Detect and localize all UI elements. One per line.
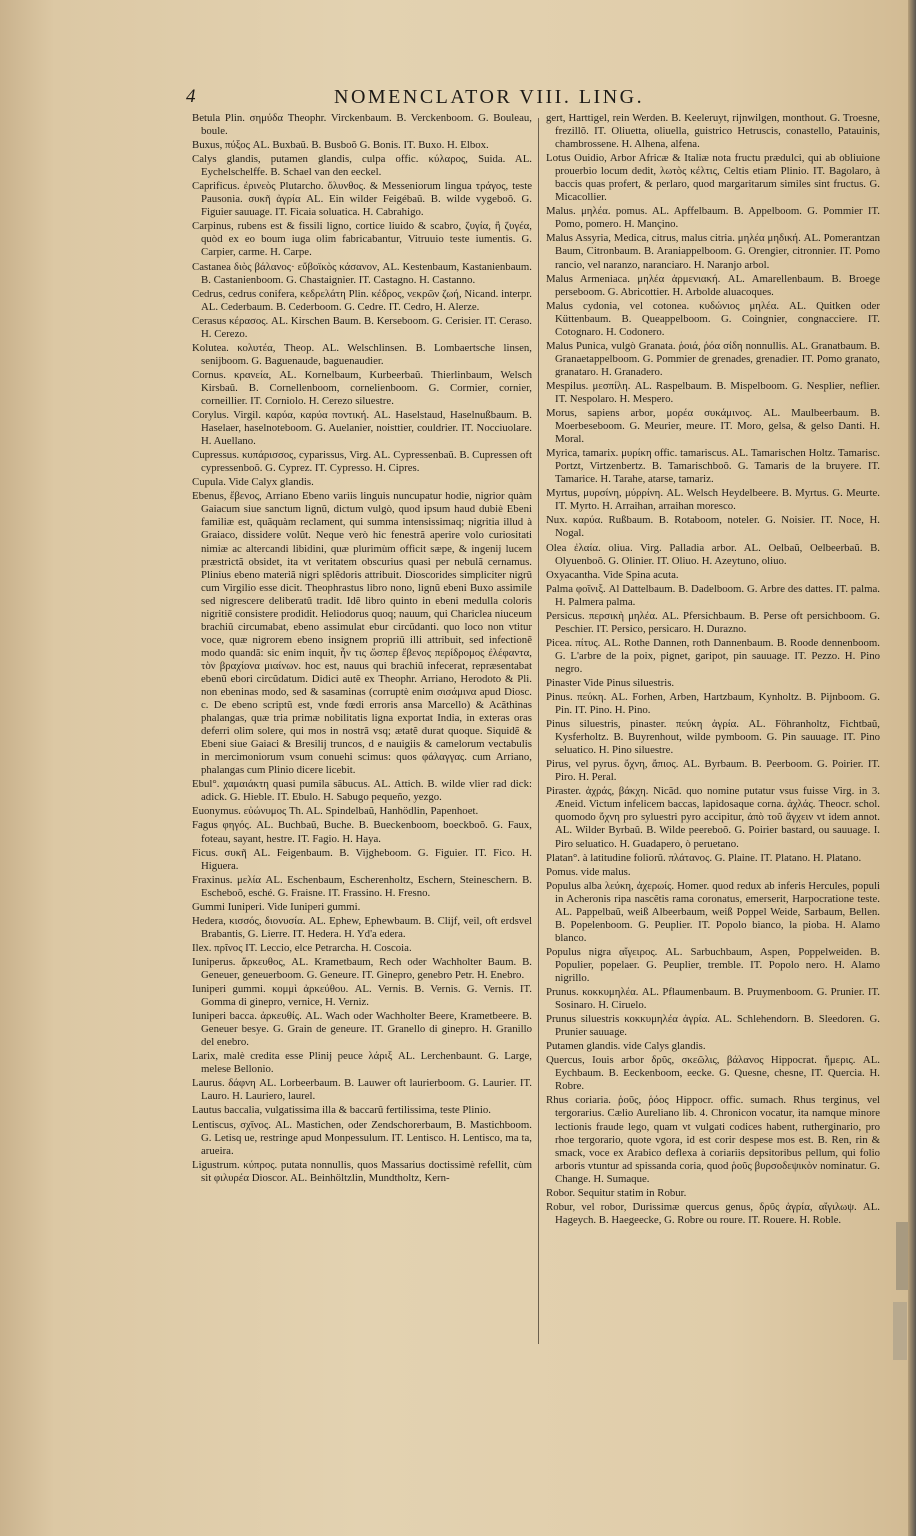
dictionary-entry: gert, Harttigel, rein Werden. B. Keeleruyt, rijnwilgen, monthout. G. Troesne, frezillõ. IT. Oliuetta, oliuella, guistrico Hetruscis, conastello, Patauinis, chambrossene. H. Alhena, alfena.: [546, 112, 880, 151]
dictionary-entry: Cedrus, cedrus conifera, κεδρελάτη Plin. κέδρος, νεκρῶν ζωή, Nicand. interpr. AL. Cederbaum. B. Cederboom. G. Cedre. IT. Cedro, H. Alerze.: [192, 287, 532, 313]
dictionary-entry: Quercus, Iouis arbor δρῦς, σκεῶλις, βάλανος Hippocrat. ἥμερις. AL. Eychbaum. B. Eeckenboom, eecke. G. Quesne, chesne, IT. Quercia. H. Robre.: [546, 1054, 880, 1093]
dictionary-entry: Pirus, vel pyrus. ὄχνη, ἄπιος. AL. Byrbaum. B. Peerboom. G. Poirier. IT. Piro. H. Peral.: [546, 758, 880, 784]
dictionary-entry: Larix, malè credita esse Plinij peuce λάριξ AL. Lerchenbaunt. G. Large, melese Bellonio.: [192, 1050, 532, 1076]
dictionary-entry: Mespilus. μεσπίλη. AL. Raspelbaum. B. Mispelboom. G. Nesplier, neflier. IT. Nespolaro. H. Mespero.: [546, 379, 880, 405]
dictionary-entry: Myrica, tamarix. μυρίκη offic. tamariscus. AL. Tamarischen Holtz. Tamarisc. Portzt, Virtzenbertz. B. Tamarischboõ. G. Tamaris de la bruyere. IT. Tamarice. H. Tarahe, atarse, tamariz.: [546, 447, 880, 486]
dictionary-entry: Morus, sapiens arbor, μορέα συκάμινος. AL. Maulbeerbaum. B. Moerbeseboom. G. Meurier, meure. IT. Moro, gelsa, & gelso Danti. H. Moral.: [546, 407, 880, 446]
dictionary-entry: Robor. Sequitur statim in Robur.: [546, 1186, 687, 1199]
dictionary-entry: Carpinus, rubens est & fissili ligno, cortice liuido & scabro, ζυγία, ἢ ζυγέα, quòd ex eo boum iuga olim fabricabantur, Vitruuio teste iumentis. G. Carpier, carme. H. Carpe.: [192, 220, 532, 259]
dictionary-entry: Prunus. κοκκυμηλέα. AL. Pflaumenbaum. B. Pruymenboom. G. Prunier. IT. Sosinaro. H. Ciruelo.: [546, 986, 880, 1012]
dictionary-entry: Ficus. συκῆ AL. Feigenbaum. B. Vijgheboom. G. Figuier. IT. Fico. H. Higuera.: [192, 846, 532, 872]
dictionary-entry: Kolutea. κολυτέα, Theop. AL. Welschlinsen. B. Lombaertsche linsen, senijboom. G. Baguenaude, baguenaudier.: [192, 341, 532, 367]
dictionary-entry: Pinaster Vide Pinus siluestris.: [546, 676, 675, 689]
book-spine: [908, 0, 916, 1536]
dictionary-entry: Oxyacantha. Vide Spina acuta.: [546, 568, 679, 581]
dictionary-entry: Picea. πίτυς. AL. Rothe Dannen, roth Dannenbaum. B. Roode dennenboom. G. L'arbre de la poix, pignet, garipot, pin sauuage. IT. Pezzo. H. Pino negro.: [546, 636, 880, 675]
dictionary-entry: Malus cydonia, vel cotonea. κυδώνιος μηλέα. AL. Quitken oder Küttenbaum. B. Queappelboom. G. Coingnier, congnacciere. IT. Cotognaro. H. Codonero.: [546, 299, 880, 338]
right-column: [546, 112, 880, 1392]
left-column: [192, 112, 532, 1392]
dictionary-entry: Prunus siluestris κοκκυμηλέα ἀγρία. AL. Schlehendorn. B. Sleedoren. G. Prunier sauuage.: [546, 1013, 880, 1039]
dictionary-entry: Pomus. vide malus.: [546, 865, 631, 878]
dictionary-entry: Ebul°. χαμαιάκτη quasi pumila sãbucus. AL. Attich. B. wilde vlier rad dick: adick. G. Hieble. IT. Ebulo. H. Sabugo pequeño, yezgo.: [192, 778, 532, 804]
dictionary-entry: Iuniperus. ἄρκευθος, AL. Krametbaum, Rech oder Wachholter Baum. B. Geneuer, geneuerboom. G. Geneure. IT. Ginepro, genebro Petr. H. Enebro.: [192, 955, 532, 981]
facing-page-fragment: [893, 1302, 907, 1360]
dictionary-entry: Ilex. πρῖνος IT. Leccio, elce Petrarcha. H. Coscoia.: [192, 941, 412, 954]
dictionary-entry: Corylus. Virgil. καρύα, καρύα ποντική. AL. Haselstaud, Haselnußbaum. B. Haselaer, haselnoteboom. G. Auelanier, noisttier, couldrier. IT. Nocciuolare. H. Auellano.: [192, 409, 532, 448]
running-title: NOMENCLATOR VIII. LING.: [334, 86, 645, 108]
dictionary-entry: Pinus. πεύκη. AL. Forhen, Arben, Hartzbaum, Kynholtz. B. Pijnboom. G. Pin. IT. Pino. H. Pino.: [546, 691, 880, 717]
dictionary-entry: Cupressus. κυπάρισσος, cyparissus, Virg. AL. Cypressenbaũ. B. Cupressen oft cypressenboõ. G. Cyprez. IT. Cypresso. H. Cipres.: [192, 449, 532, 475]
dictionary-entry: Ebenus, ἔβενος, Arriano Ebeno variis linguis nuncupatur hodie, nigrior quàm Gaiacum siue sanctum lignũ, dictum vulgò, quod ipsum haud dubiè Ebeni familiæ est, quãquàm reclament, qui summa intensissimaq; nigritia illud à Graiaco, dissidere volũt. Neque verò hic fenestrã aperire volo curiositati nimiæ ac altercandi libidini, quæ plurimùm officit sæpe, & ingenij lucem præstrictã obsidet, ita vt veritatem obscurius quasi per nebulã cernamus. Plinius ebeno materiã nigri splẽdoris attribuit. Dioscorides simpliciter nigrũ cum Virgilio esse dicit. Theophrastus libro nono, lignũ ebeni Buxo assimile sed nigrescere deliberatũ tradit. Idẽ libro quinto in ebeni medulla coloris nigritiẽ consistere prodidit. Heliodorus quoq; nauum, qui Chariclea niuceum brachiũ circumabat, ebeno assimulat ebur circũdanti. quo loco non vtitur voce, quæ nigrorem ebeno insignem propriũ illi attribuit, sed infectionẽ modo quandã: sic enim inquit, ἦν τις ὥσπερ ἔβενος περίδρομος ἐλέφαντα, τὸν βραχίονα μιαίνων. hoc est, nauus qui brachiũ infecerat, repræsentabat ebenũ ebori circũdatum. Didici autẽ ex Theophr. Arriano, Herodoto & Pli. non ebeninas modo, sed & sasaminas (corruptè enim σισάμινα apud Diosc. c. De ebeno scriptũ est, vnde fœdi erroris ansa Marcello) & Acãthinas phalangas, quæ tria primæ nobilitatis ligna exportat India, in exteras oras deferri olim solere, qui mos in nostrã vsq; ætatẽ durat quoque. Siquidẽ & Ebeni siue Gaiaci & Bresilij truncos, d e nauigiis & camelorum vectabulis in mercimoniorum vsum conuehi scimus: quos φάλαγγας. cum Arriano, phalangas cum Plinio dicere licebit.: [192, 490, 532, 777]
dictionary-entry: Castanea διὸς βάλανος· εὔβοϊκὸς κάσανον, AL. Kestenbaum, Kastanienbaum. B. Castanienboom. G. Chastaignier. IT. Castagno. H. Castanno.: [192, 260, 532, 286]
dictionary-entry: Olea ἐλαία. oliua. Virg. Palladia arbor. AL. Oelbaũ, Oelbeerbaũ. B. Olyuenboõ. G. Olinier. IT. Oliuo. H. Azeytuno, oliuo.: [546, 541, 880, 567]
dictionary-entry: Putamen glandis. vide Calys glandis.: [546, 1040, 706, 1053]
dictionary-entry: Pinus siluestris, pinaster. πεύκη ἀγρία. AL. Föhranholtz, Fichtbaũ, Kysferholtz. B. Buyrenhout, wilde pymboom. G. Pin sauuage. IT. Pino seluatico. H. Pino siluestre.: [546, 718, 880, 757]
dictionary-entry: Cornus. κρανεία, AL. Kornelbaum, Kurbeerbaũ. Thierlinbaum, Welsch Kirsbaũ. B. Cornellenboom, cornelienboom. G. Cormier, cornier, corneillier. IT. Corniolo. H. Cerezo siluestre.: [192, 368, 532, 407]
dictionary-entry: Lentiscus, σχῖνος. AL. Mastichen, oder Zendschorerbaum, B. Mastichboom. G. Letisq ue, restringe apud Monpessulum. IT. Lentisco. H. Lentisco, ma ta, arueira.: [192, 1118, 532, 1157]
dictionary-entry: Euonymus. εὐώνυμος Th. AL. Spindelbaũ, Hanhödlin, Papenhoet.: [192, 805, 479, 818]
dictionary-entry: Lautus baccalia, vulgatissima illa & baccarũ fertilissima, teste Plinio.: [192, 1104, 491, 1117]
column-divider: [538, 118, 539, 1344]
dictionary-entry: Myrtus, μυρσίνη, μύρρίνη. AL. Welsch Heydelbeere. B. Myrtus. G. Meurte. IT. Myrto. H. Arraihan, arraihan moresco.: [546, 487, 880, 513]
dictionary-entry: Fagus φηγός. AL. Buchbaũ, Buche. B. Bueckenboom, boeckboõ. G. Faux, foteau, sayant, hestre. IT. Fagio. H. Haya.: [192, 819, 532, 845]
dictionary-entry: Populus nigra αἴγειρος. AL. Sarbuchbaum, Aspen, Poppelweiden. B. Populier, popelaer. G. Peuplier, tremble. IT. Popolo nero. H. Alamo nigrillo.: [546, 945, 880, 984]
dictionary-entry: Rhus coriaria. ῥοῦς, ῥόος Hippocr. offic. sumach. Rhus terginus, vel tergorarius. Cælio Aureliano lib. 4. Chronicon vocatur, ita namque minore lectionis fraude lego, quam vt vulgati codices habent, rutherginario, pro rhoe tergorario, quote vgora, id est corir despese mos est. B. Ren, rin & smack, voce ex Arabico deflexa à coriariis depsitoribus pellum, qui folio arboris vtuntur ad spissanda coria, quod ῥοῦς βυρσοδεψικὸν nominatur. G. Change. H. Sumaque.: [546, 1094, 880, 1185]
dictionary-entry: Hedera, κισσός, διονυσία. AL. Ephew, Ephewbaum. B. Clijf, veil, oft erdsvel Brabantis, G. Lierre. IT. Hedera. H. Yd'a edera.: [192, 914, 532, 940]
dictionary-entry: Calys glandis, putamen glandis, culpa offic. κύλαρος, Suida. AL. Eychelschelffe. B. Schael van den eeckel.: [192, 153, 532, 179]
dictionary-entry: Laurus. δάφνη AL. Lorbeerbaum. B. Lauwer oft laurierboom. G. Laurier. IT. Lauro. H. Lauriero, laurel.: [192, 1077, 532, 1103]
dictionary-entry: Robur, vel robor, Durissimæ quercus genus, δρῦς ἀγρία, αἴγιλωψ. AL. Hageych. B. Haegeecke, G. Robre ou roure. IT. Rouere. H. Roble.: [546, 1200, 880, 1226]
dictionary-entry: Piraster. ἀχράς, βάκχη. Nicãd. quo nomine putatur vsus fuisse Virg. in 3. Æneid. Victum infelicem baccas, lapidosaque corna. ἀχλάς. Theocr. schol. quomodo ὄχνη pro syluestri pyro accipitur, ἀπὸ τοῦ ἄγχειν vt idem annot. AL. Wilder Byrbaũ. B. Wilde peereboõ. G. Poirier bastard, ou sauuage. I. Piro seluatico. H. Guadapero, ò peruetano.: [546, 785, 880, 850]
dictionary-entry: Caprificus. ἐρινεὸς Plutarcho. ὄλυνθος. & Messeniorum lingua τράγος, teste Pausonia. συκῆ ἀγρία AL. Ein wilder Feigébaũ. B. wilde vygeboõ. G. Figuier sauuage. IT. Ficaia soluatica. H. Cabrahigo.: [192, 180, 532, 219]
dictionary-entry: Malus Punica, vulgò Granata. ῥοιά, ῥόα σίδη nonnullis. AL. Granatbaum. B. Granaetappelboom. G. Pommier de grenades, grenadier. IT. Pomo granato, granataro. H. Granadero.: [546, 339, 880, 378]
dictionary-entry: Nux. καρύα. Rußbaum. B. Rotaboom, noteler. G. Noisier. IT. Noce, H. Nogal.: [546, 514, 880, 540]
facing-page-fragment: [896, 1222, 908, 1290]
dictionary-entry: Lotus Ouidio, Arbor Africæ & Italiæ nota fructu prædulci, qui ab obliuione prouerbio locum dedit, λωτὸς κέλτις, Celtis etiam Plinio. IT. Bagolaro, à baccis quas profert, & perlaro, quod margaritarum similes sint fructus. G. Micacollier.: [546, 152, 880, 204]
dictionary-entry: Cerasus κέρασος. AL. Kirschen Baum. B. Kerseboom. G. Cerisier. IT. Ceraso. H. Cerezo.: [192, 314, 532, 340]
dictionary-entry: Platan°. à latitudine foliorũ. πλάτανος. G. Plaine. IT. Platano. H. Platano.: [546, 851, 862, 864]
dictionary-entry: Malus Assyria, Medica, citrus, malus citria. μηλέα μηδική. AL. Pomerantzan Baum, Citronbaum. B. Araniappelboom. G. Orengier, citronnier. IT. Pomo rancio, vel naranzo, naranciaro. H. Naranjo arbol.: [546, 232, 880, 271]
dictionary-entry: Iuniperi gummi. κομμὶ ἀρκεύθου. AL. Vernis. B. Vernis. G. Vernis. IT. Gomma di ginepro, vernice, H. Verniz.: [192, 983, 532, 1009]
dictionary-entry: Populus alba λεύκη, ἀχερωίς. Homer. quod redux ab inferis Hercules, populi in Acheronis ripa nascẽtis rama coronatus, emerserit, Harpocratione teste. AL. Pappelbaũ, weiß Albeerbaum, weiß Poppel Weide, Sarbaum, Bellen. B. Popelenboom. G. Peuplier. IT. Popolo bianco, la pioba. H. Alamo blanco.: [546, 879, 880, 944]
page-header: [182, 86, 722, 112]
dictionary-entry: Fraxinus. μελία AL. Eschenbaum, Escherenholtz, Eschern, Steineschern. B. Escheboõ, esché. G. Fraisne. IT. Frassino. H. Fresno.: [192, 873, 532, 899]
dictionary-entry: Malus Armeniaca. μηλέα ἀρμενιακή. AL. Amarellenbaum. B. Broege perseboom. G. Abricottier. H. Arbolde aluacoques.: [546, 272, 880, 298]
dictionary-entry: Betula Plin. σημύδα Theophr. Virckenbaum. B. Verckenboom. G. Bouleau, boule.: [192, 112, 532, 138]
dictionary-entry: Ligustrum. κύπρος. putata nonnullis, quos Massarius doctissimè refellit, cùm sit φιλυρέα Dioscor. AL. Beinhöltzlin, Mundtholtz, Kern-: [192, 1158, 532, 1184]
dictionary-entry: Gummi Iuniperi. Vide Iuniperi gummi.: [192, 900, 361, 913]
page-number: 4: [186, 86, 196, 107]
dictionary-entry: Palma φοῖνιξ. Al Dattelbaum. B. Dadelboom. G. Arbre des dattes. IT. palma. H. Palmera palma.: [546, 582, 880, 608]
dictionary-entry: Buxus, πύξος AL. Buxbaũ. B. Busboõ G. Bonis. IT. Buxo. H. Elbox.: [192, 139, 489, 152]
dictionary-entry: Malus. μηλέα. pomus. AL. Apffelbaum. B. Appelboom. G. Pommier IT. Pomo, pomero. H. Mançino.: [546, 205, 880, 231]
dictionary-entry: Cupula. Vide Calyx glandis.: [192, 476, 314, 489]
dictionary-entry: Persicus. περσικὴ μηλέα. AL. Pfersichbaum. B. Perse oft persichboom. G. Peschier. IT. Persico, persicaro. H. Durazno.: [546, 609, 880, 635]
dictionary-entry: Iuniperi bacca. ἀρκευθίς. AL. Wach oder Wachholter Beere, Krametbeere. B. Geneuer besye. G. Grain de geneure. IT. Granello di ginepro. H. Granillo del enebro.: [192, 1010, 532, 1049]
